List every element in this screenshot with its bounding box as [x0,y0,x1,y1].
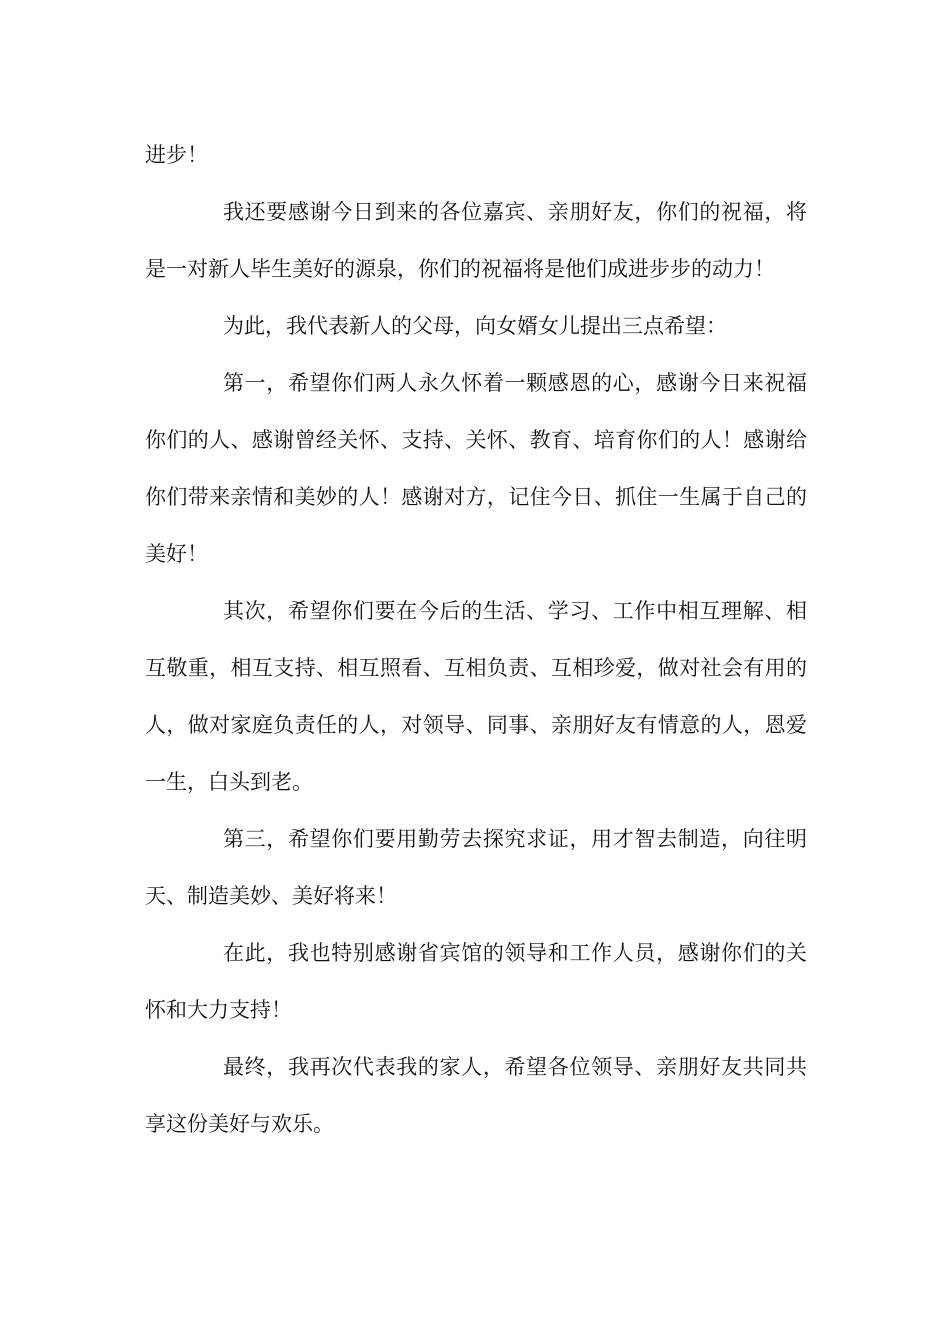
paragraph-closing: 最终，我再次代表我的家人，希望各位领导、亲朋好友共同共享这份美好与欢乐。 [145,1055,807,1136]
paragraph-hope-first: 第一，希望你们两人永久怀着一颗感恩的心，感谢今日来祝福你们的人、感谢曾经关怀、支持、关怀、教育、培育你们的人！感谢给你们带来亲情和美妙的人！感谢对方，记住今日、抓住一生属于自己的美好！ [145,371,807,566]
paragraph-continuation: 进步！ [145,143,208,167]
paragraph-thanks-hotel: 在此，我也特别感谢省宾馆的领导和工作人员，感谢你们的关怀和大力支持！ [145,941,807,1022]
document-body [145,127,807,1153]
paragraph-thanks-guests: 我还要感谢今日到来的各位嘉宾、亲朋好友，你们的祝福，将是一对新人毕生美好的源泉，你们的祝福将是他们成进步步的动力！ [145,200,807,281]
paragraph-three-hopes-intro: 为此，我代表新人的父母，向女婿女儿提出三点希望： [223,314,727,338]
paragraph-hope-second: 其次，希望你们要在今后的生活、学习、工作中相互理解、相互敬重，相互支持、相互照看、互相负责、互相珍爱，做对社会有用的人，做对家庭负责任的人，对领导、同事、亲朋好友有情意的人，恩爱一生，白头到老。 [145,599,807,794]
paragraph-hope-third: 第三，希望你们要用勤劳去探究求证，用才智去制造，向往明天、制造美妙、美好将来！ [145,827,807,908]
